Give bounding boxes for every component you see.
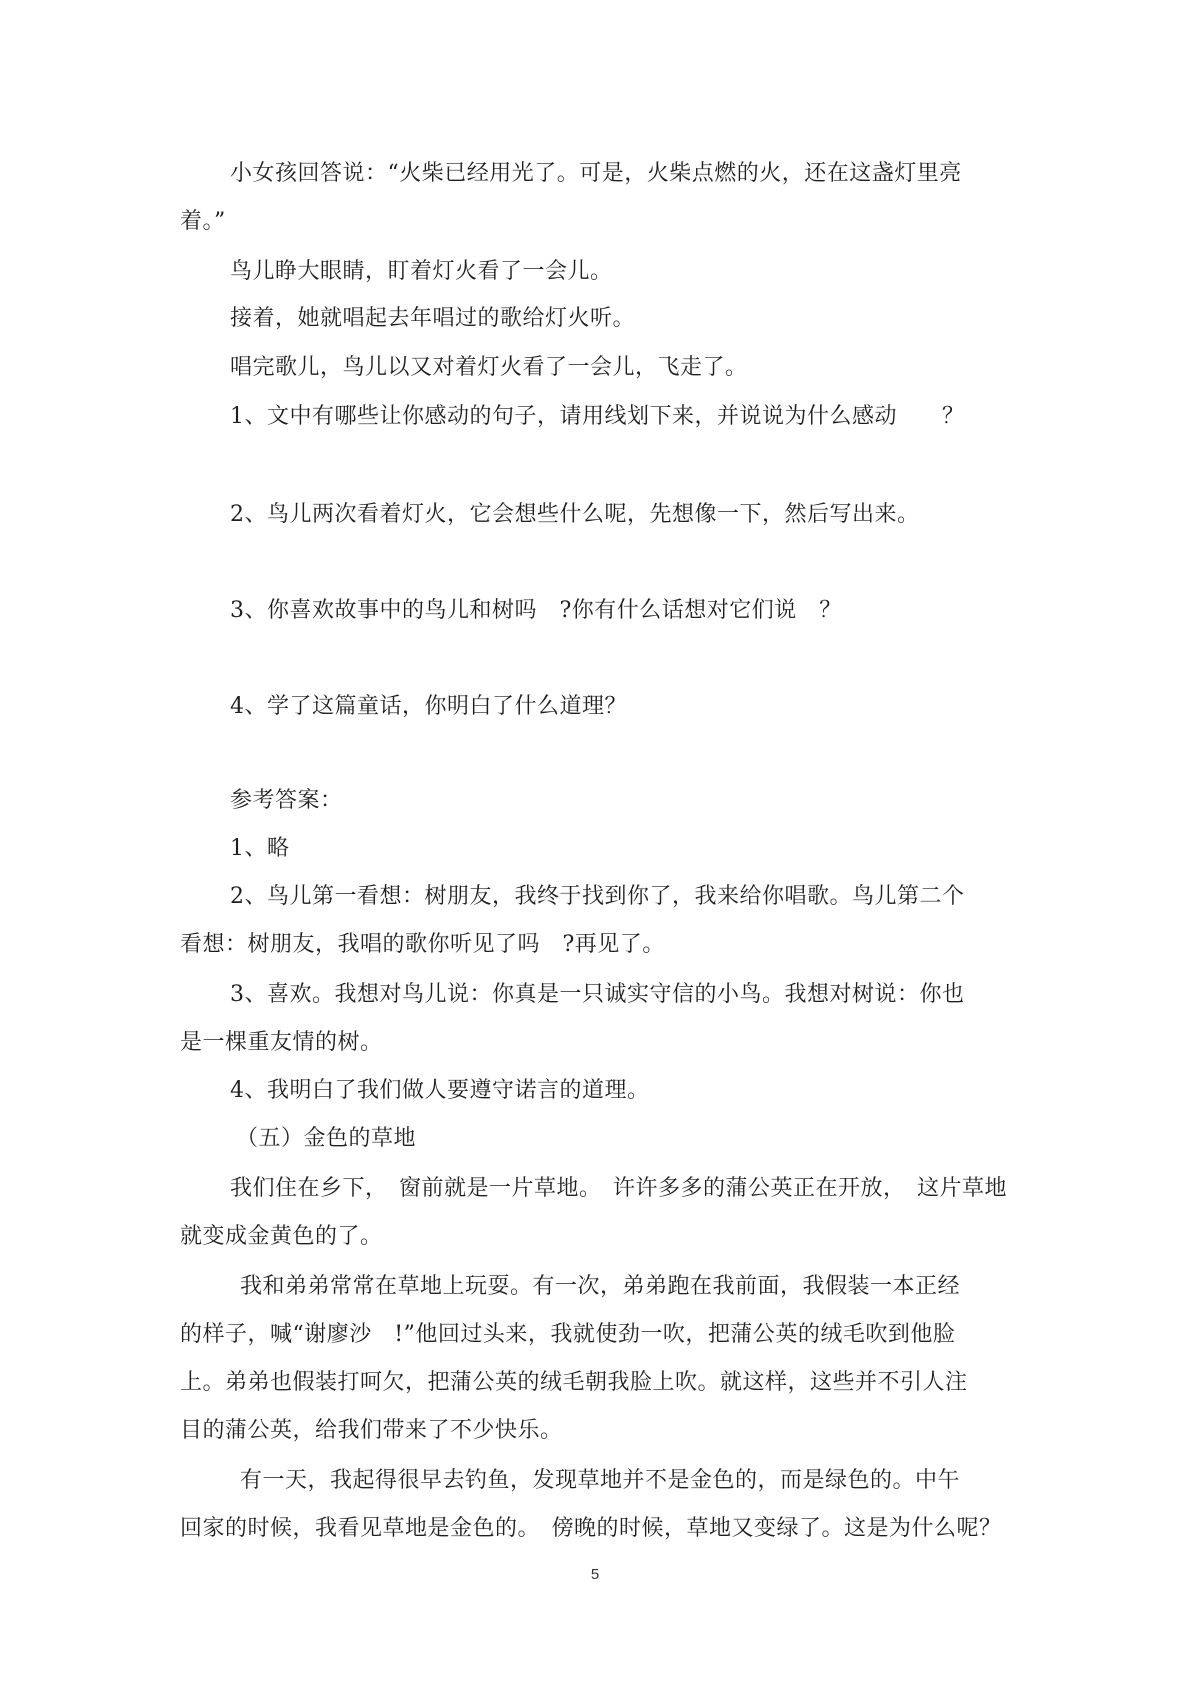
answer-3-line-2: 是一棵重友情的树。 bbox=[180, 1030, 383, 1055]
page-number: 5 bbox=[590, 1566, 600, 1583]
passage-line-5: 上。弟弟也假装打呵欠，把蒲公英的绒毛朝我脸上吹。就这样，这些并不引人注 bbox=[180, 1370, 968, 1395]
passage-line-3: 我和弟弟常常在草地上玩耍。有一次，弟弟跑在我前面，我假装一本正经 bbox=[240, 1274, 961, 1299]
story-line-5: 唱完歌儿，鸟儿以又对着灯火看了一会儿，飞走了。 bbox=[230, 355, 748, 380]
answers-title: 参考答案： bbox=[230, 788, 343, 813]
passage-line-2: 就变成金黄色的了。 bbox=[180, 1224, 383, 1249]
answer-1: 1、略 bbox=[230, 836, 290, 861]
answer-2-line-1: 2、鸟儿第一看想：树朋友，我终于找到你了，我来给你唱歌。鸟儿第二个 bbox=[230, 884, 965, 909]
section-title: （五）金色的草地 bbox=[236, 1126, 417, 1151]
question-2: 2、鸟儿两次看着灯火，它会想些什么呢，先想像一下，然后写出来。 bbox=[230, 502, 920, 527]
answer-4: 4、我明白了我们做人要遵守诺言的道理。 bbox=[230, 1078, 650, 1103]
story-line-4: 接着，她就唱起去年唱过的歌给灯火听。 bbox=[230, 306, 636, 331]
question-4: 4、学了这篇童话，你明白了什么道理？ bbox=[230, 694, 627, 719]
passage-line-8: 回家的时候，我看见草地是金色的。 傍晚的时候，草地又变绿了。这是为什么呢？ bbox=[180, 1516, 1002, 1541]
story-line-1: 小女孩回答说：“火柴已经用光了。可是，火柴点燃的火，还在这盏灯里亮 bbox=[230, 161, 962, 186]
passage-line-4: 的样子，喊“谢廖沙 !”他回过头来，我就使劲一吹，把蒲公英的绒毛吹到他脸 bbox=[180, 1322, 956, 1347]
passage-line-6: 目的蒲公英，给我们带来了不少快乐。 bbox=[180, 1418, 563, 1443]
story-line-2: 着。” bbox=[180, 209, 226, 234]
answer-3-line-1: 3、喜欢。我想对鸟儿说：你真是一只诚实守信的小鸟。我想对树说：你也 bbox=[230, 982, 965, 1007]
question-1: 1、文中有哪些让你感动的句子，请用线划下来，并说说为什么感动 ？ bbox=[230, 404, 965, 429]
question-3: 3、你喜欢故事中的鸟儿和树吗 ?你有什么话想对它们说 ？ bbox=[230, 598, 842, 623]
story-line-3: 鸟儿睁大眼睛，盯着灯火看了一会儿。 bbox=[230, 259, 613, 284]
passage-line-7: 有一天，我起得很早去钓鱼，发现草地并不是金色的，而是绿色的。中午 bbox=[240, 1468, 961, 1493]
answer-2-line-2: 看想：树朋友，我唱的歌你听见了吗 ?再见了。 bbox=[180, 932, 665, 957]
passage-line-1: 我们住在乡下， 窗前就是一片草地。 许许多多的蒲公英正在开放， 这片草地 bbox=[230, 1176, 1008, 1201]
